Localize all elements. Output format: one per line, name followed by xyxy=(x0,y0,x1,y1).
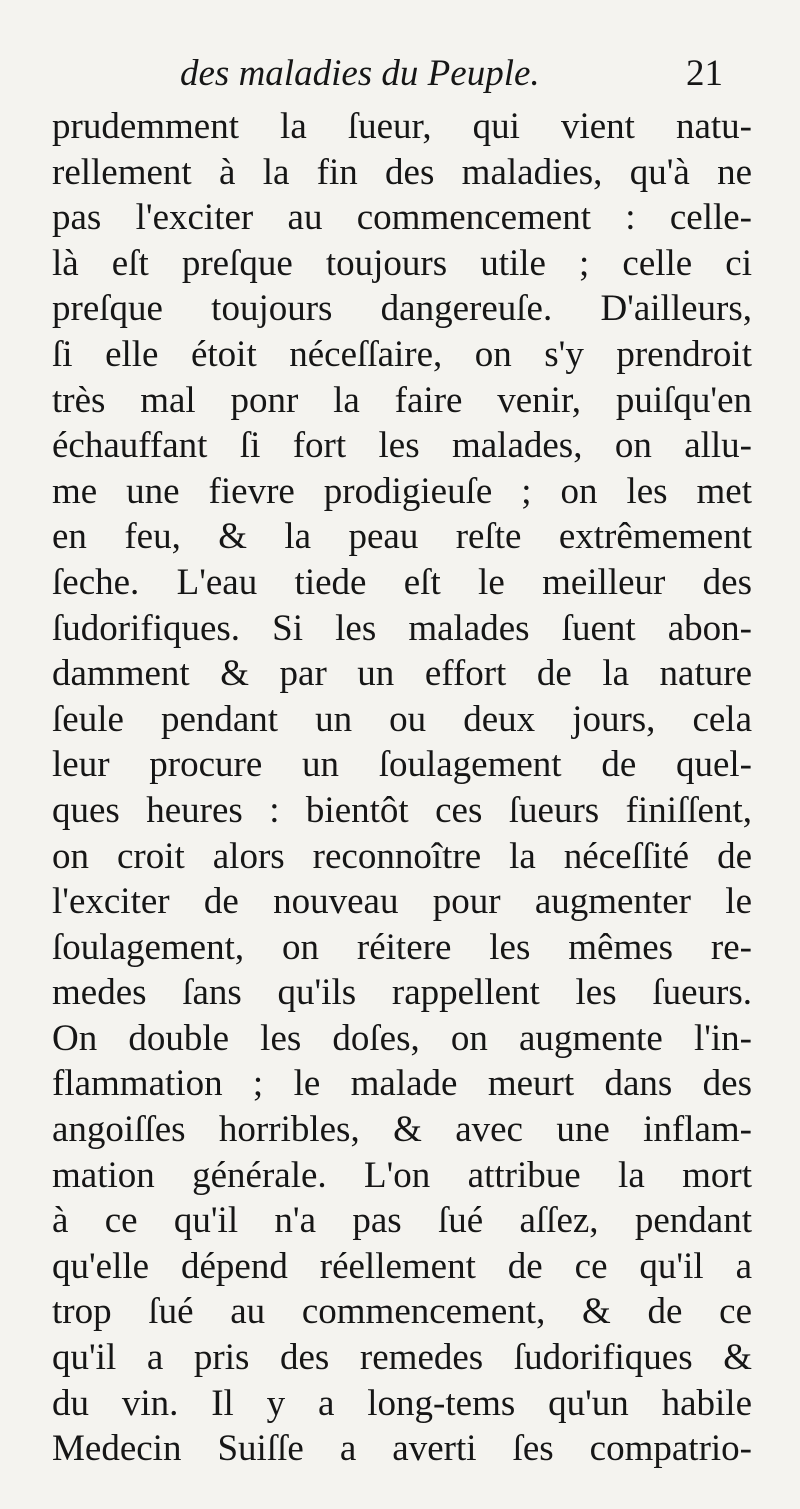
text-line-26: qu'elle dépend réellement de ce qu'il a xyxy=(52,1245,752,1287)
text-line-11: ſeche. L'eau tiede eſt le meilleur des xyxy=(52,561,752,603)
text-line-20: medes ſans qu'ils rappellent les ſueurs. xyxy=(52,972,752,1014)
text-line-27: trop ſué au commencement, & de ce xyxy=(52,1291,752,1333)
text-line-18: l'exciter de nouveau pour augmenter le xyxy=(52,881,752,923)
text-line-23: angoiſſes horribles, & avec une inflam- xyxy=(52,1109,752,1151)
text-line-14: ſeule pendant un ou deux jours, cela xyxy=(52,698,752,740)
text-line-5: preſque toujours dangereuſe. D'ailleurs, xyxy=(52,288,752,330)
text-line-24: mation générale. L'on attribue la mort xyxy=(52,1154,752,1196)
text-line-22: flammation ; le malade meurt dans des xyxy=(52,1063,752,1105)
text-line-17: on croit alors reconnoître la néceſſité de xyxy=(52,835,752,877)
text-line-2: rellement à la fin des maladies, qu'à ne xyxy=(52,151,752,193)
text-line-1: prudemment la ſueur, qui vient natu- xyxy=(52,106,752,147)
text-line-29: du vin. Il y a long-tems qu'un habile xyxy=(52,1382,752,1424)
body-text xyxy=(52,104,752,1472)
text-line-19: ſoulagement, on réitere les mêmes re- xyxy=(52,926,752,968)
text-line-28: qu'il a pris des remedes ſudorifiques & xyxy=(52,1337,752,1379)
text-line-16: ques heures : bientôt ces ſueurs finiſſent, xyxy=(52,789,752,831)
text-line-30: Medecin Suiſſe a averti ſes compatrio- xyxy=(52,1428,752,1470)
text-line-10: en feu, & la peau reſte extrêmement xyxy=(52,516,752,558)
text-line-12: ſudorifiques. Si les malades ſuent abon- xyxy=(52,607,752,649)
text-line-9: me une fievre prodigieuſe ; on les met xyxy=(52,470,752,512)
text-line-21: On double les doſes, on augmente l'in- xyxy=(52,1017,752,1059)
text-line-7: très mal ponr la faire venir, puiſqu'en xyxy=(52,379,752,421)
text-line-25: à ce qu'il n'a pas ſué aſſez, pendant xyxy=(52,1200,752,1242)
running-head xyxy=(0,52,800,102)
text-line-3: pas l'exciter au commencement : celle- xyxy=(52,197,752,239)
text-line-13: damment & par un effort de la nature xyxy=(52,653,752,695)
text-line-4: là eſt preſque toujours utile ; celle ci xyxy=(52,242,752,284)
page-number: 21 xyxy=(686,53,723,94)
text-line-15: leur procure un ſoulagement de quel- xyxy=(52,744,752,786)
text-line-8: échauffant ſi fort les malades, on allu- xyxy=(52,425,752,467)
text-line-6: ſi elle étoit néceſſaire, on s'y prendroit xyxy=(52,333,752,375)
running-title: des maladies du Peuple. xyxy=(180,53,540,94)
